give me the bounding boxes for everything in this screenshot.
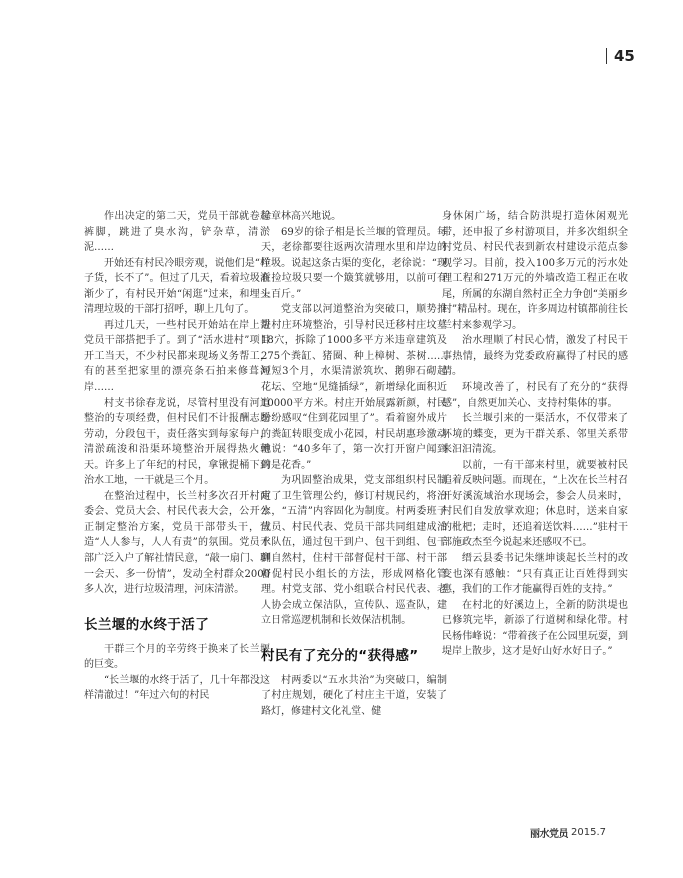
article-column-2 — [261, 209, 447, 719]
article-column-1 — [84, 209, 270, 704]
paragraph: 环境改善了，村民有了充分的“获得感”，自然更加关心、支持村集体的事。 — [442, 382, 628, 409]
paragraph: 缙云县委书记朱继坤谈起长兰村的改变也深有感触：“只有真正让百姓得到实惠，我们的工作才能赢得百姓的支持。” — [442, 553, 628, 596]
paragraph: 党支部以河道整治为突破口，顺势推进村庄环境整治，引导村民迁移村庄坟墓18穴，拆除了1000多平方米违章建筑及275个粪缸、猪圈、种上樟树、茶树……短短3个月，水渠清淤筑坎、鹅卵石砌起花坛、空地“见缝插绿”，新增绿化面积近10000平方米。村庄开始展露新颜，村民纷纷感叹“住到花园里了”。看着窗外成片的粪缸转眼变成小花园，村民胡惠珍激动地说：“40多年了，第一次打开窗户闻到的是花香。” — [261, 304, 447, 471]
paragraph: 开始还有村民冷眼旁观，说他们是“样子货，长不了”。但过了几天，看着垃圾渐渐少了，有村民开始“闲逛”过来，和埋头清理垃圾的干部打招呼，聊上几句了。 — [84, 257, 270, 316]
issue-date: 2015.7 — [571, 827, 606, 838]
magazine-name: 丽水党员 — [530, 829, 568, 840]
paragraph: 村支书徐春龙说，尽管村里没有河道整治的专项经费，但村民们不计报酬志愿劳动，分段包干，责任落实到每家每户，清淤疏浚和沿渠环境整治开展得热火朝天。许多上了年纪的村民，拿锹提桶下到治水工地，一干就是三个月。 — [84, 397, 270, 487]
paragraph: 徐章林高兴地说。 — [261, 211, 342, 222]
paragraph: 再过几天，一些村民开始站在岸上帮党员干部搭把手了。到了“活水进村”项目开工当天，不少村民都来现场义务帮工，有的甚至把家里的漂亮条石拍来修葺河岸…… — [84, 319, 270, 394]
section-heading: 村民有了充分的“获得感” — [261, 647, 419, 664]
paragraph: 在村北的好溪边上，全新的防洪堤也已修筑完毕，新添了行道树和绿化带。村民杨伟峰说：“带着孩子在公园里玩耍，到堤岸上散步，这才是好山好水好日子。” — [442, 599, 628, 658]
paragraph: 为巩固整治成果，党支部组织村民制定了卫生管理公约，修订村规民约，将治水，“五清”内容固化为制度。村两委班子成员、村民代表、党员干部共同组建成治水队伍，通过包干到户、包干到组、包干到自然村，住村干部督促村干部、村干部督促村民小组长的方法，形成网格化管理。村党支部、党小组联合村民代表、老人协会成立保洁队，宣传队、巡查队，建立日常巡逻机制和长效保洁机制。 — [261, 475, 447, 627]
paragraph: 身休闲广场，结合防洪堤打造休闲观光带，还申报了乡村游项目，并多次组织全村党员、村民代表到新农村建设示范点参观学习。目前，投入100多万元的污水处理工程和271万元的外墙改造工程正在收尾，所属的东湖自然村正全力争创“美丽乡村”精品村。现在，许多周边村镇都前往长兰村来参观学习。 — [442, 211, 628, 331]
article-column-3 — [442, 209, 628, 660]
paragraph: 长兰堰引来的一渠活水，不仅带来了环境的蝶变，更为干群关系、邻里关系带来汩汩清流。 — [442, 413, 628, 456]
paragraph: 治水理顺了村民心情，激发了村民干事热情，最终为党委政府赢得了村民的感情。 — [442, 335, 628, 378]
paragraph: 69岁的徐子相是长兰堰的管理员。每天，老徐都要往返两次清理水里和岸边的垃圾。说起这条古渠的变化，老徐说：“现在捡垃圾只要一个簸箕就够用，以前可有上百斤。” — [261, 226, 447, 300]
paragraph: 以前，一有干部来村里，就要被村民追着反映问题。而现在，“上次在长兰村召开好溪流域治水现场会，参会人员来时，村民们自发放掌欢迎；休息时，送来自家的枇杷；走时，还追着送饮料……”驻村干部施政杰至今说起来还感叹不已。 — [442, 459, 628, 549]
paragraph: 作出决定的第二天，党员干部就卷起裤脚，跳进了臭水沟，铲杂草，清淤泥…… — [84, 211, 270, 254]
paragraph: “长兰堰的水终于活了，几十年都没这样清澈过！”年过六旬的村民 — [84, 674, 270, 702]
section-heading: 长兰堰的水终于活了 — [84, 616, 210, 633]
footer — [530, 825, 606, 840]
page-number: 45 — [614, 47, 635, 65]
paragraph: 村两委以“五水共治”为突破口，编制了村庄规划，硬化了村庄主干道，安装了路灯，修建村文化礼堂、健 — [261, 674, 447, 717]
paragraph: 在整治过程中，长兰村多次召开村两委会、党员大会、村民代表大会，公开公正制定整治方案，党员干部带头干，营造“人人参与，人人有责”的氛围。党员干部广泛入户了解社情民意，“敲一扇门、聊一会天、多一份情”，发动全村群众2000多人次，进行垃圾清理，河床清淤。 — [84, 490, 270, 596]
paragraph: 干群三个月的辛劳终于换来了长兰堰的巨变。 — [84, 643, 270, 671]
page-number-divider — [606, 48, 607, 64]
